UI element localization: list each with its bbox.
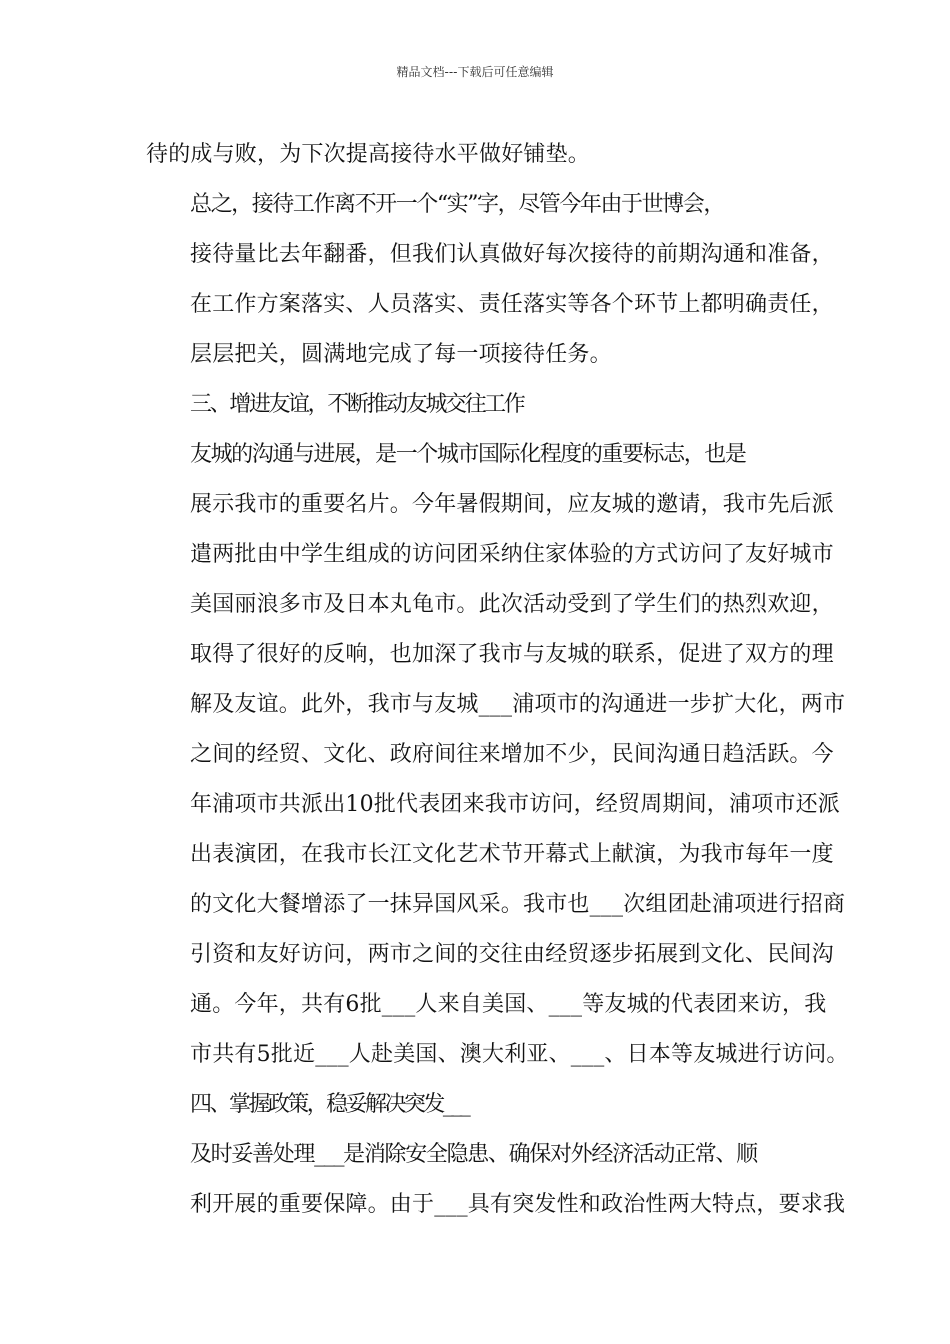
text-line: 出表演团，在我市长江文化艺术节开幕式上献演，为我市每年一度 — [190, 842, 834, 867]
text-line: 美国丽浪多市及日本丸龟市。此次活动受到了学生们的热烈欢迎， — [190, 592, 834, 617]
text-line: 遣两批由中学生组成的访问团采纳住家体验的方式访问了友好城市 — [190, 542, 834, 567]
text-line: 引资和友好访问，两市之间的交往由经贸逐步拓展到文化、民间沟 — [190, 942, 834, 967]
document-body — [146, 130, 849, 1230]
text-line: 取得了很好的反响，也加深了我市与友城的联系，促进了双方的理 — [190, 642, 834, 667]
text-line: 在工作方案落实、人员落实、责任落实等各个环节上都明确责任， — [190, 292, 834, 317]
paragraph — [146, 430, 849, 1080]
paragraph — [146, 380, 808, 430]
text-line: 接待量比去年翻番，但我们认真做好每次接待的前期沟通和准备， — [190, 242, 834, 267]
text-line: 待的成与败，为下次提高接待水平做好铺垫。 — [146, 142, 591, 167]
text-line: 的文化大餐增添了一抹异国风采。我市也___次组团赴浦项进行招商 — [190, 892, 846, 917]
text-line: 解及友谊。此外，我市与友城___浦项市的沟通进一步扩大化，两市 — [190, 692, 846, 717]
text-line: 总之，接待工作离不开一个“实”字，尽管今年由于世博会， — [190, 192, 724, 217]
text-line: 通。今年，共有6批___人来自美国、___等友城的代表团来访，我 — [190, 992, 827, 1017]
text-line: 及时妥善处理___是消除安全隐患、确保对外经济活动正常、顺 — [190, 1142, 757, 1167]
paragraph — [146, 1080, 808, 1130]
text-line: 四、掌握政策，稳妥解决突发___ — [190, 1092, 469, 1117]
text-line: 展示我市的重要名片。今年暑假期间，应友城的邀请，我市先后派 — [190, 492, 834, 517]
text-line: 友城的沟通与进展，是一个城市国际化程度的重要标志，也是 — [190, 442, 746, 467]
paragraph — [146, 130, 808, 180]
text-line: 年浦项市共派出10批代表团来我市访问，经贸周期间，浦项市还派 — [190, 792, 840, 817]
text-line: 利开展的重要保障。由于___具有突发性和政治性两大特点，要求我 — [190, 1192, 846, 1217]
text-line: 三、增进友谊，不断推动友城交往工作 — [190, 392, 524, 417]
paragraph — [146, 1130, 846, 1230]
text-line: 之间的经贸、文化、政府间往来增加不少，民间沟通日趋活跃。今 — [190, 742, 834, 767]
text-line: 层层把关，圆满地完成了每一项接待任务。 — [190, 342, 612, 367]
text-line: 市共有5批近___人赴美国、澳大利亚、___、日本等友城进行访问。 — [190, 1042, 849, 1067]
paragraph — [146, 180, 834, 380]
page-header: 精品文档---下载后可任意编辑 — [396, 65, 554, 79]
